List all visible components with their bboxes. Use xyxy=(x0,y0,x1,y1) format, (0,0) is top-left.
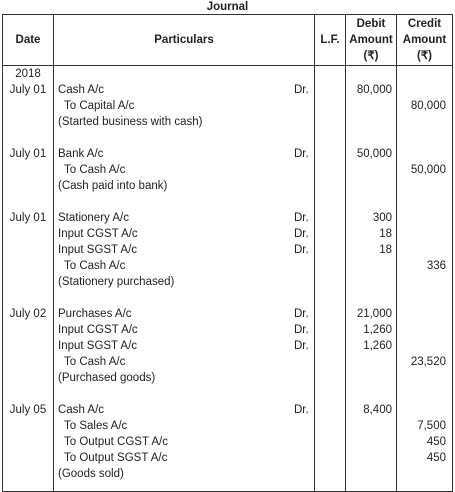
credit-amount: 336 xyxy=(426,260,446,272)
credit-amount: 23,520 xyxy=(410,356,446,368)
header-credit-line-3: (₹) xyxy=(417,50,432,62)
credit-account-line: To Cash A/c xyxy=(64,164,126,176)
header-credit-line-1: Credit xyxy=(407,18,442,30)
entry-line-text: (Purchased goods) xyxy=(58,372,156,384)
dr-marker: Dr. xyxy=(294,324,309,336)
dr-marker: Dr. xyxy=(294,308,309,320)
debit-amount: 300 xyxy=(372,212,392,224)
credit-amount: 80,000 xyxy=(410,100,446,112)
entry-line-text: (Goods sold) xyxy=(58,468,124,480)
entry-line-text: Cash A/c xyxy=(58,404,105,416)
credit-account-line: To Output SGST A/c xyxy=(64,452,168,464)
debit-amount: 21,000 xyxy=(356,308,392,320)
dr-marker: Dr. xyxy=(294,244,309,256)
dr-marker: Dr. xyxy=(294,404,309,416)
dr-marker: Dr. xyxy=(294,340,309,352)
debit-amount: 50,000 xyxy=(356,148,392,160)
journal-title: Journal xyxy=(206,1,249,13)
header-date: Date xyxy=(15,34,41,46)
entry-date: July 05 xyxy=(9,404,47,416)
entry-line-text: Input SGST A/c xyxy=(58,244,138,256)
entry-line-text: Input CGST A/c xyxy=(58,228,138,240)
year-label: 2018 xyxy=(15,68,41,80)
header-credit xyxy=(397,16,452,64)
dr-marker: Dr. xyxy=(294,148,309,160)
credit-account-line: To Cash A/c xyxy=(64,356,126,368)
credit-account-line: To Capital A/c xyxy=(64,100,135,112)
date-column-divider xyxy=(53,14,54,491)
credit-amount: 450 xyxy=(426,452,446,464)
header-lf: L.F. xyxy=(320,34,340,46)
header-debit-line-3: (₹) xyxy=(363,50,379,62)
credit-account-line: To Sales A/c xyxy=(64,420,128,432)
header-debit-line-2: Amount xyxy=(349,34,393,46)
entry-date: July 01 xyxy=(9,84,47,96)
particulars-column-divider xyxy=(314,14,315,491)
entry-line-text: Cash A/c xyxy=(58,84,105,96)
entry-date: July 01 xyxy=(9,148,47,160)
dr-marker: Dr. xyxy=(294,228,309,240)
entry-line-text: Bank A/c xyxy=(58,148,104,160)
entry-date: July 01 xyxy=(9,212,47,224)
debit-amount: 80,000 xyxy=(356,84,392,96)
dr-marker: Dr. xyxy=(294,212,309,224)
header-debit xyxy=(346,16,396,64)
header-particulars: Particulars xyxy=(154,34,214,46)
header-divider xyxy=(2,65,453,66)
entry-date: July 02 xyxy=(9,308,47,320)
credit-amount: 50,000 xyxy=(410,164,446,176)
credit-account-line: To Cash A/c xyxy=(64,260,126,272)
debit-amount: 1,260 xyxy=(363,324,392,336)
entry-line-text: Stationery A/c xyxy=(58,212,129,224)
debit-amount: 18 xyxy=(379,244,392,256)
debit-amount: 8,400 xyxy=(363,404,392,416)
entry-line-text: Input CGST A/c xyxy=(58,324,138,336)
entry-line-text: (Cash paid into bank) xyxy=(58,180,168,192)
entry-line-text: (Stationery purchased) xyxy=(58,276,175,288)
credit-account-line: To Output CGST A/c xyxy=(64,436,168,448)
entry-line-text: Input SGST A/c xyxy=(58,340,138,352)
credit-amount: 450 xyxy=(426,436,446,448)
debit-column-divider xyxy=(396,14,397,491)
entry-line-text: Purchases A/c xyxy=(58,308,132,320)
debit-amount: 1,260 xyxy=(363,340,392,352)
credit-amount: 7,500 xyxy=(417,420,446,432)
header-credit-line-2: Amount xyxy=(402,34,447,46)
dr-marker: Dr. xyxy=(294,84,309,96)
debit-amount: 18 xyxy=(379,228,392,240)
header-debit-line-1: Debit xyxy=(356,18,386,30)
entry-line-text: (Started business with cash) xyxy=(58,116,203,128)
